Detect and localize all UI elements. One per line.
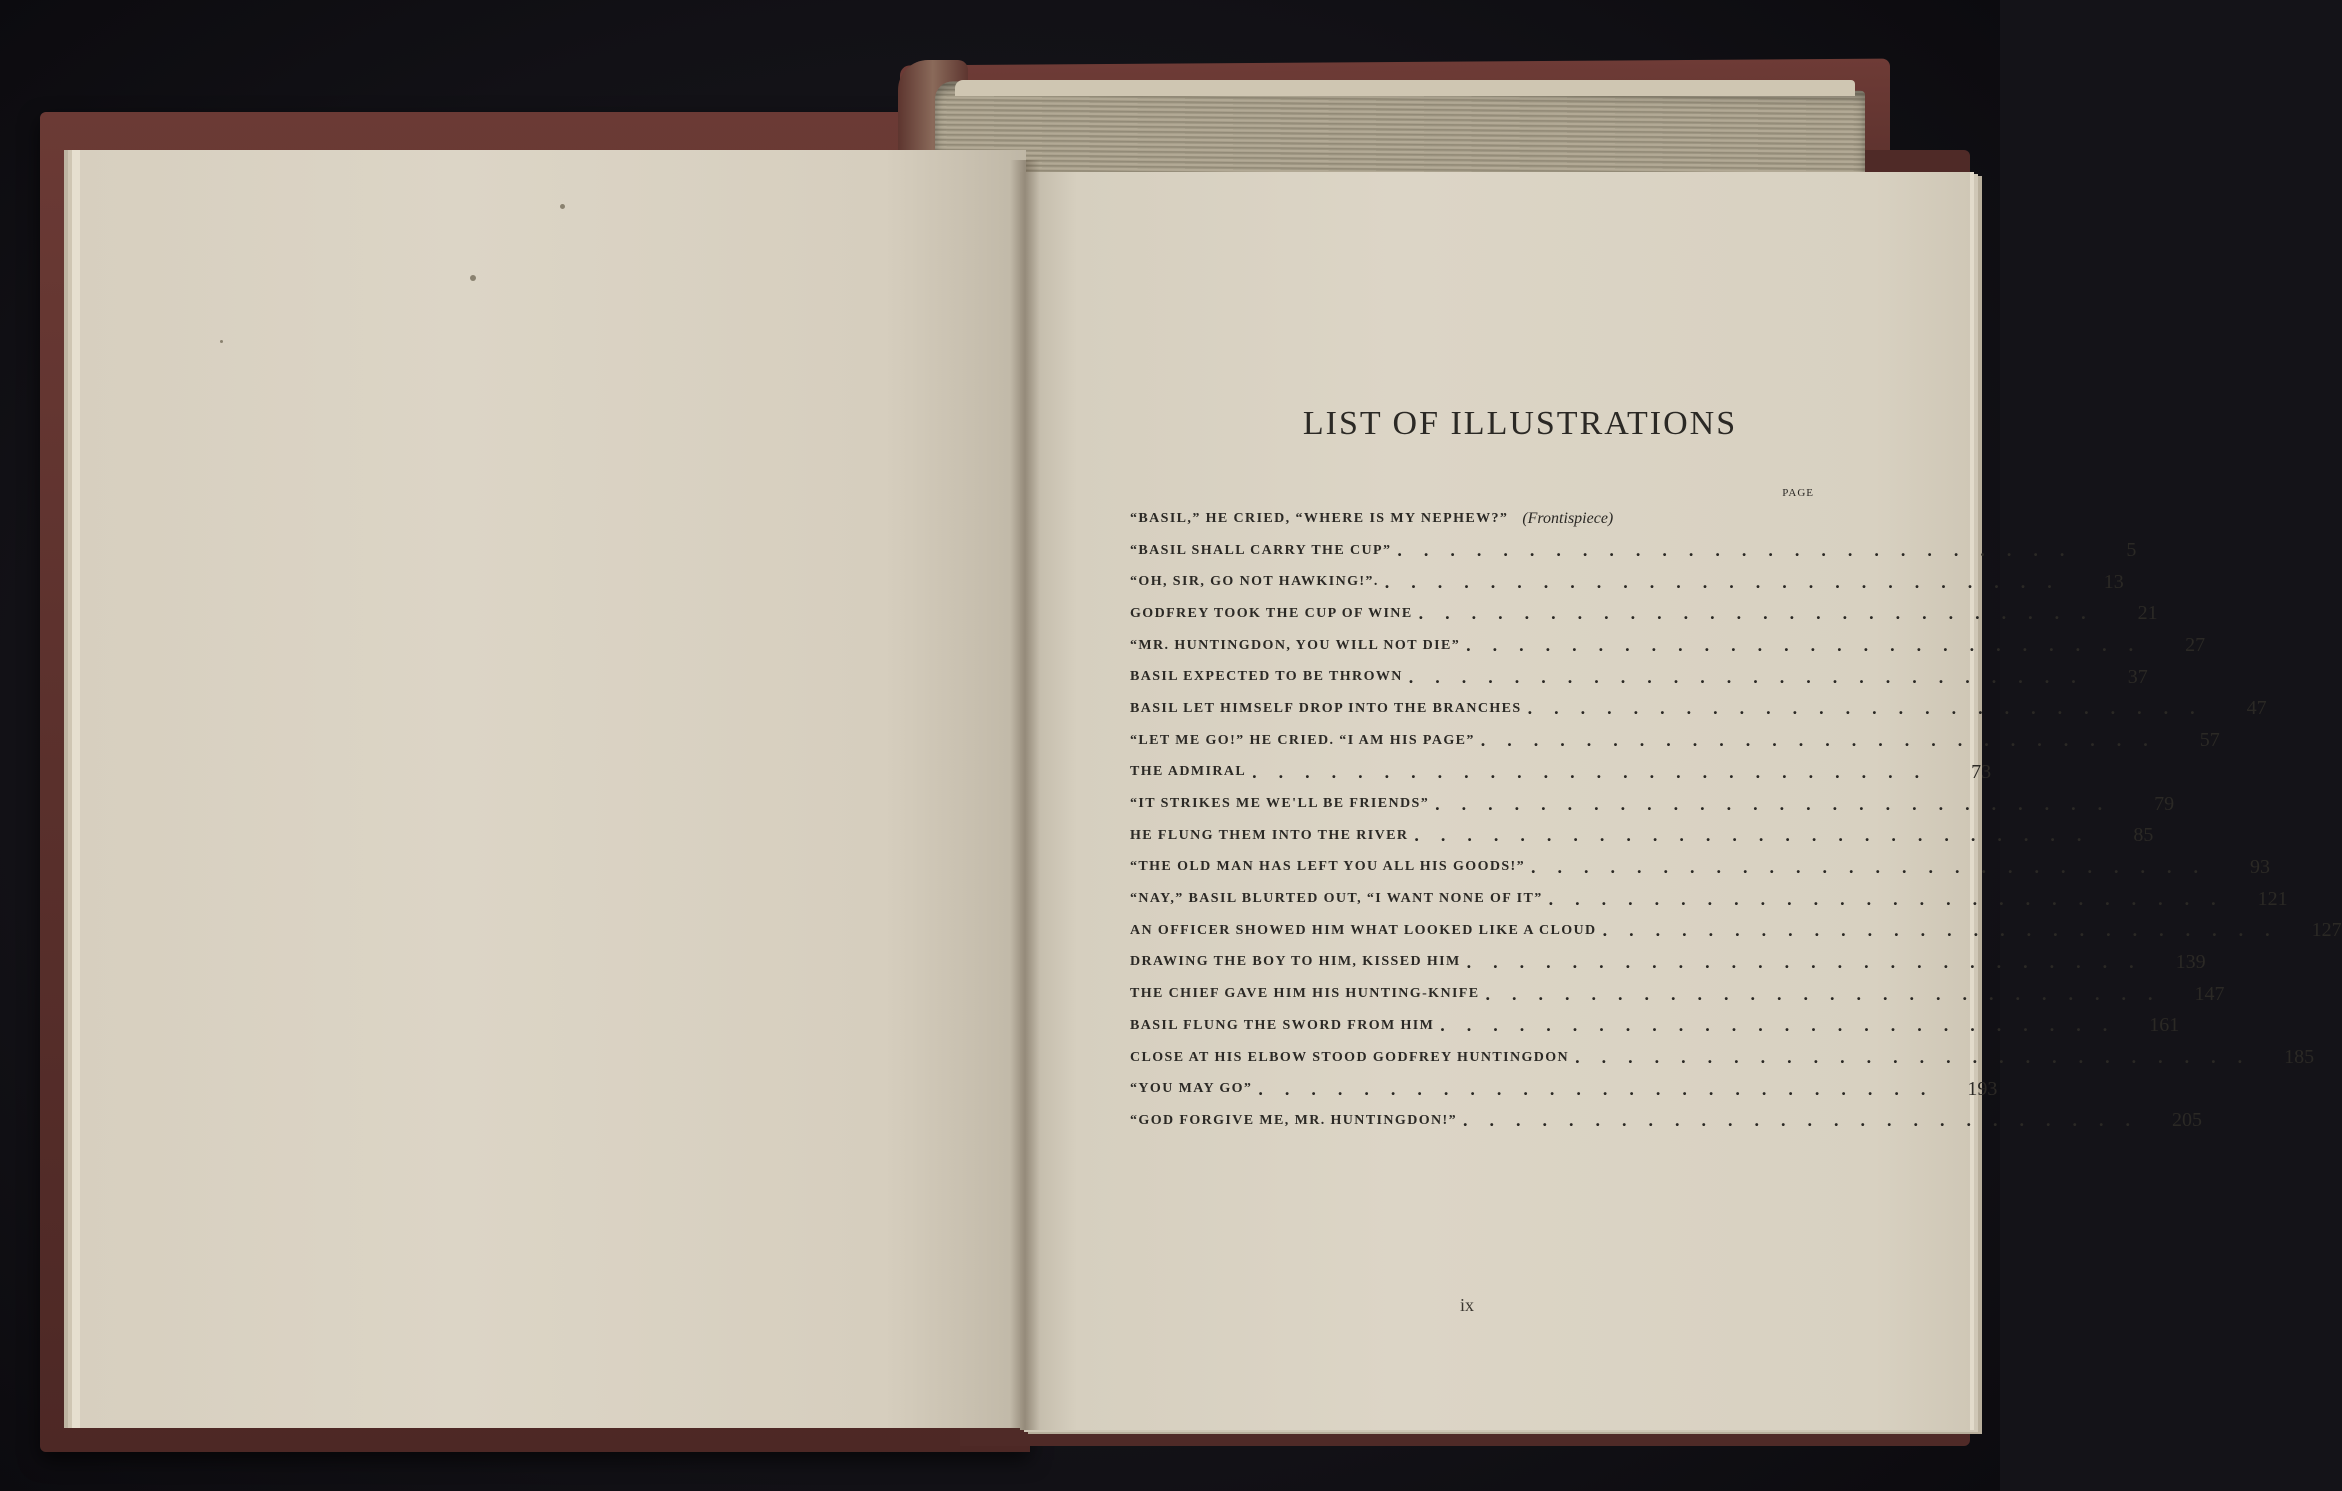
illustration-page-number: 121 bbox=[2257, 887, 2288, 910]
dot-leader: .......................... bbox=[1252, 761, 1942, 782]
dot-leader: .......................... bbox=[1466, 951, 2156, 972]
illustration-caption: THE CHIEF GAVE HIM HIS HUNTING-KNIFE bbox=[1130, 986, 1480, 1002]
dot-leader: .......................... bbox=[1414, 825, 2104, 846]
illustration-page-number: 5 bbox=[2126, 539, 2137, 562]
dot-leader: .......................... bbox=[1397, 540, 2087, 561]
list-item bbox=[1130, 1105, 2202, 1137]
dot-leader: .......................... bbox=[1440, 1015, 2130, 1036]
illustration-page-number: 161 bbox=[2149, 1014, 2180, 1037]
list-item bbox=[1130, 883, 2288, 915]
list-item bbox=[1130, 503, 1810, 535]
dot-leader: .......................... bbox=[1435, 793, 2125, 814]
illustration-caption: BASIL LET HIMSELF DROP INTO THE BRANCHES bbox=[1130, 700, 1522, 716]
illustration-caption: “NAY,” BASIL BLURTED OUT, “I WANT NONE OF IT” bbox=[1130, 891, 1543, 907]
illustration-caption: “LET ME GO!” HE CRIED. “I AM HIS PAGE” bbox=[1130, 732, 1475, 748]
dot-leader: .......................... bbox=[1408, 666, 2098, 687]
illustration-page-number: 21 bbox=[2137, 602, 2158, 625]
illustration-page-number: 47 bbox=[2246, 697, 2267, 720]
list-item bbox=[1130, 725, 2220, 757]
illustration-page-number: 85 bbox=[2133, 824, 2154, 847]
illustration-caption: BASIL EXPECTED TO BE THROWN bbox=[1130, 669, 1403, 685]
paper-speck bbox=[470, 275, 476, 281]
illustration-caption: CLOSE AT HIS ELBOW STOOD GODFREY HUNTINGDON bbox=[1130, 1049, 1570, 1065]
list-item bbox=[1130, 566, 2124, 598]
dot-leader: .......................... bbox=[1480, 730, 2170, 751]
illustration-caption: AN OFFICER SHOWED HIM WHAT LOOKED LIKE A CLOUD bbox=[1130, 922, 1597, 938]
illustration-caption: “IT STRIKES ME WE'LL BE FRIENDS” bbox=[1130, 796, 1430, 812]
illustrations-rows bbox=[1130, 503, 2342, 1137]
illustration-caption: “BASIL SHALL CARRY THE CUP” bbox=[1130, 542, 1392, 558]
illustration-caption: GODFREY TOOK THE CUP OF WINE bbox=[1130, 605, 1413, 621]
page-folio: ix bbox=[1460, 1295, 1475, 1315]
illustration-page-number: 73 bbox=[1971, 760, 1992, 783]
paper-speck bbox=[220, 340, 223, 343]
illustration-page-number: 27 bbox=[2185, 634, 2206, 657]
list-item bbox=[1130, 788, 2175, 820]
list-item bbox=[1130, 598, 2158, 630]
illustration-page-number: 127 bbox=[2311, 919, 2342, 942]
dot-leader: .......................... bbox=[1527, 698, 2217, 719]
illustration-caption: DRAWING THE BOY TO HIM, KISSED HIM bbox=[1130, 954, 1461, 970]
dot-leader: .......................... bbox=[1548, 888, 2238, 909]
dot-leader: .......................... bbox=[1575, 1047, 2265, 1068]
illustration-caption: “BASIL,” HE CRIED, “WHERE IS MY NEPHEW?” bbox=[1130, 510, 1509, 526]
illustration-page-number: 205 bbox=[2171, 1109, 2202, 1132]
dot-leader: .......................... bbox=[1258, 1078, 1948, 1099]
dot-leader: .......................... bbox=[1384, 571, 2074, 592]
left-blank-page bbox=[72, 150, 1026, 1428]
illustration-page-number: 139 bbox=[2175, 950, 2206, 973]
illustration-caption: “GOD FORGIVE ME, MR. HUNTINGDON!” bbox=[1130, 1112, 1457, 1128]
illustration-note: (Frontispiece) bbox=[1522, 509, 1614, 527]
list-item bbox=[1130, 1042, 2315, 1074]
list-item bbox=[1130, 757, 1992, 789]
illustration-caption: “THE OLD MAN HAS LEFT YOU ALL HIS GOODS!” bbox=[1130, 859, 1526, 875]
list-item bbox=[1130, 693, 2267, 725]
illustration-caption: “MR. HUNTINGDON, YOU WILL NOT DIE” bbox=[1130, 637, 1461, 653]
dot-leader: .......................... bbox=[1485, 983, 2175, 1004]
illustration-page-number: 57 bbox=[2199, 729, 2220, 752]
list-item bbox=[1130, 978, 2225, 1010]
illustration-page-number: 13 bbox=[2103, 570, 2124, 593]
list-item bbox=[1130, 852, 2271, 884]
illustration-caption: “YOU MAY GO” bbox=[1130, 1081, 1253, 1097]
illustration-page-number: 93 bbox=[2250, 855, 2271, 878]
illustration-page-number: 147 bbox=[2194, 982, 2225, 1005]
illustration-page-number: 193 bbox=[1967, 1077, 1998, 1100]
dot-leader: .......................... bbox=[1531, 856, 2221, 877]
dot-leader: .......................... bbox=[1466, 635, 2156, 656]
illustration-caption: “OH, SIR, GO NOT HAWKING!”. bbox=[1130, 574, 1379, 590]
gutter-shadow bbox=[1010, 160, 1040, 1430]
list-item bbox=[1130, 915, 2342, 947]
page-block-top bbox=[955, 80, 1855, 96]
illustration-page-number: 79 bbox=[2154, 792, 2175, 815]
list-item bbox=[1130, 947, 2206, 979]
list-item bbox=[1130, 1073, 1998, 1105]
dot-leader: .......................... bbox=[1418, 603, 2108, 624]
dot-leader: .......................... bbox=[1602, 920, 2292, 941]
list-item bbox=[1130, 535, 2137, 567]
list-item bbox=[1130, 820, 2154, 852]
paper-speck bbox=[560, 204, 565, 209]
list-item bbox=[1130, 661, 2148, 693]
dot-leader: .......................... bbox=[1462, 1110, 2152, 1131]
illustration-page-number: 185 bbox=[2284, 1046, 2315, 1069]
illustration-page-number: 37 bbox=[2127, 665, 2148, 688]
page-title: LIST OF ILLUSTRATIONS bbox=[1302, 405, 1738, 442]
illustration-caption: BASIL FLUNG THE SWORD FROM HIM bbox=[1130, 1017, 1435, 1033]
list-item bbox=[1130, 630, 2206, 662]
page-column-label: PAGE bbox=[1782, 487, 1814, 499]
illustration-caption: THE ADMIRAL bbox=[1130, 764, 1247, 780]
list-item bbox=[1130, 1010, 2180, 1042]
page-block-edge bbox=[935, 81, 1865, 187]
illustration-caption: HE FLUNG THEM INTO THE RIVER bbox=[1130, 827, 1409, 843]
